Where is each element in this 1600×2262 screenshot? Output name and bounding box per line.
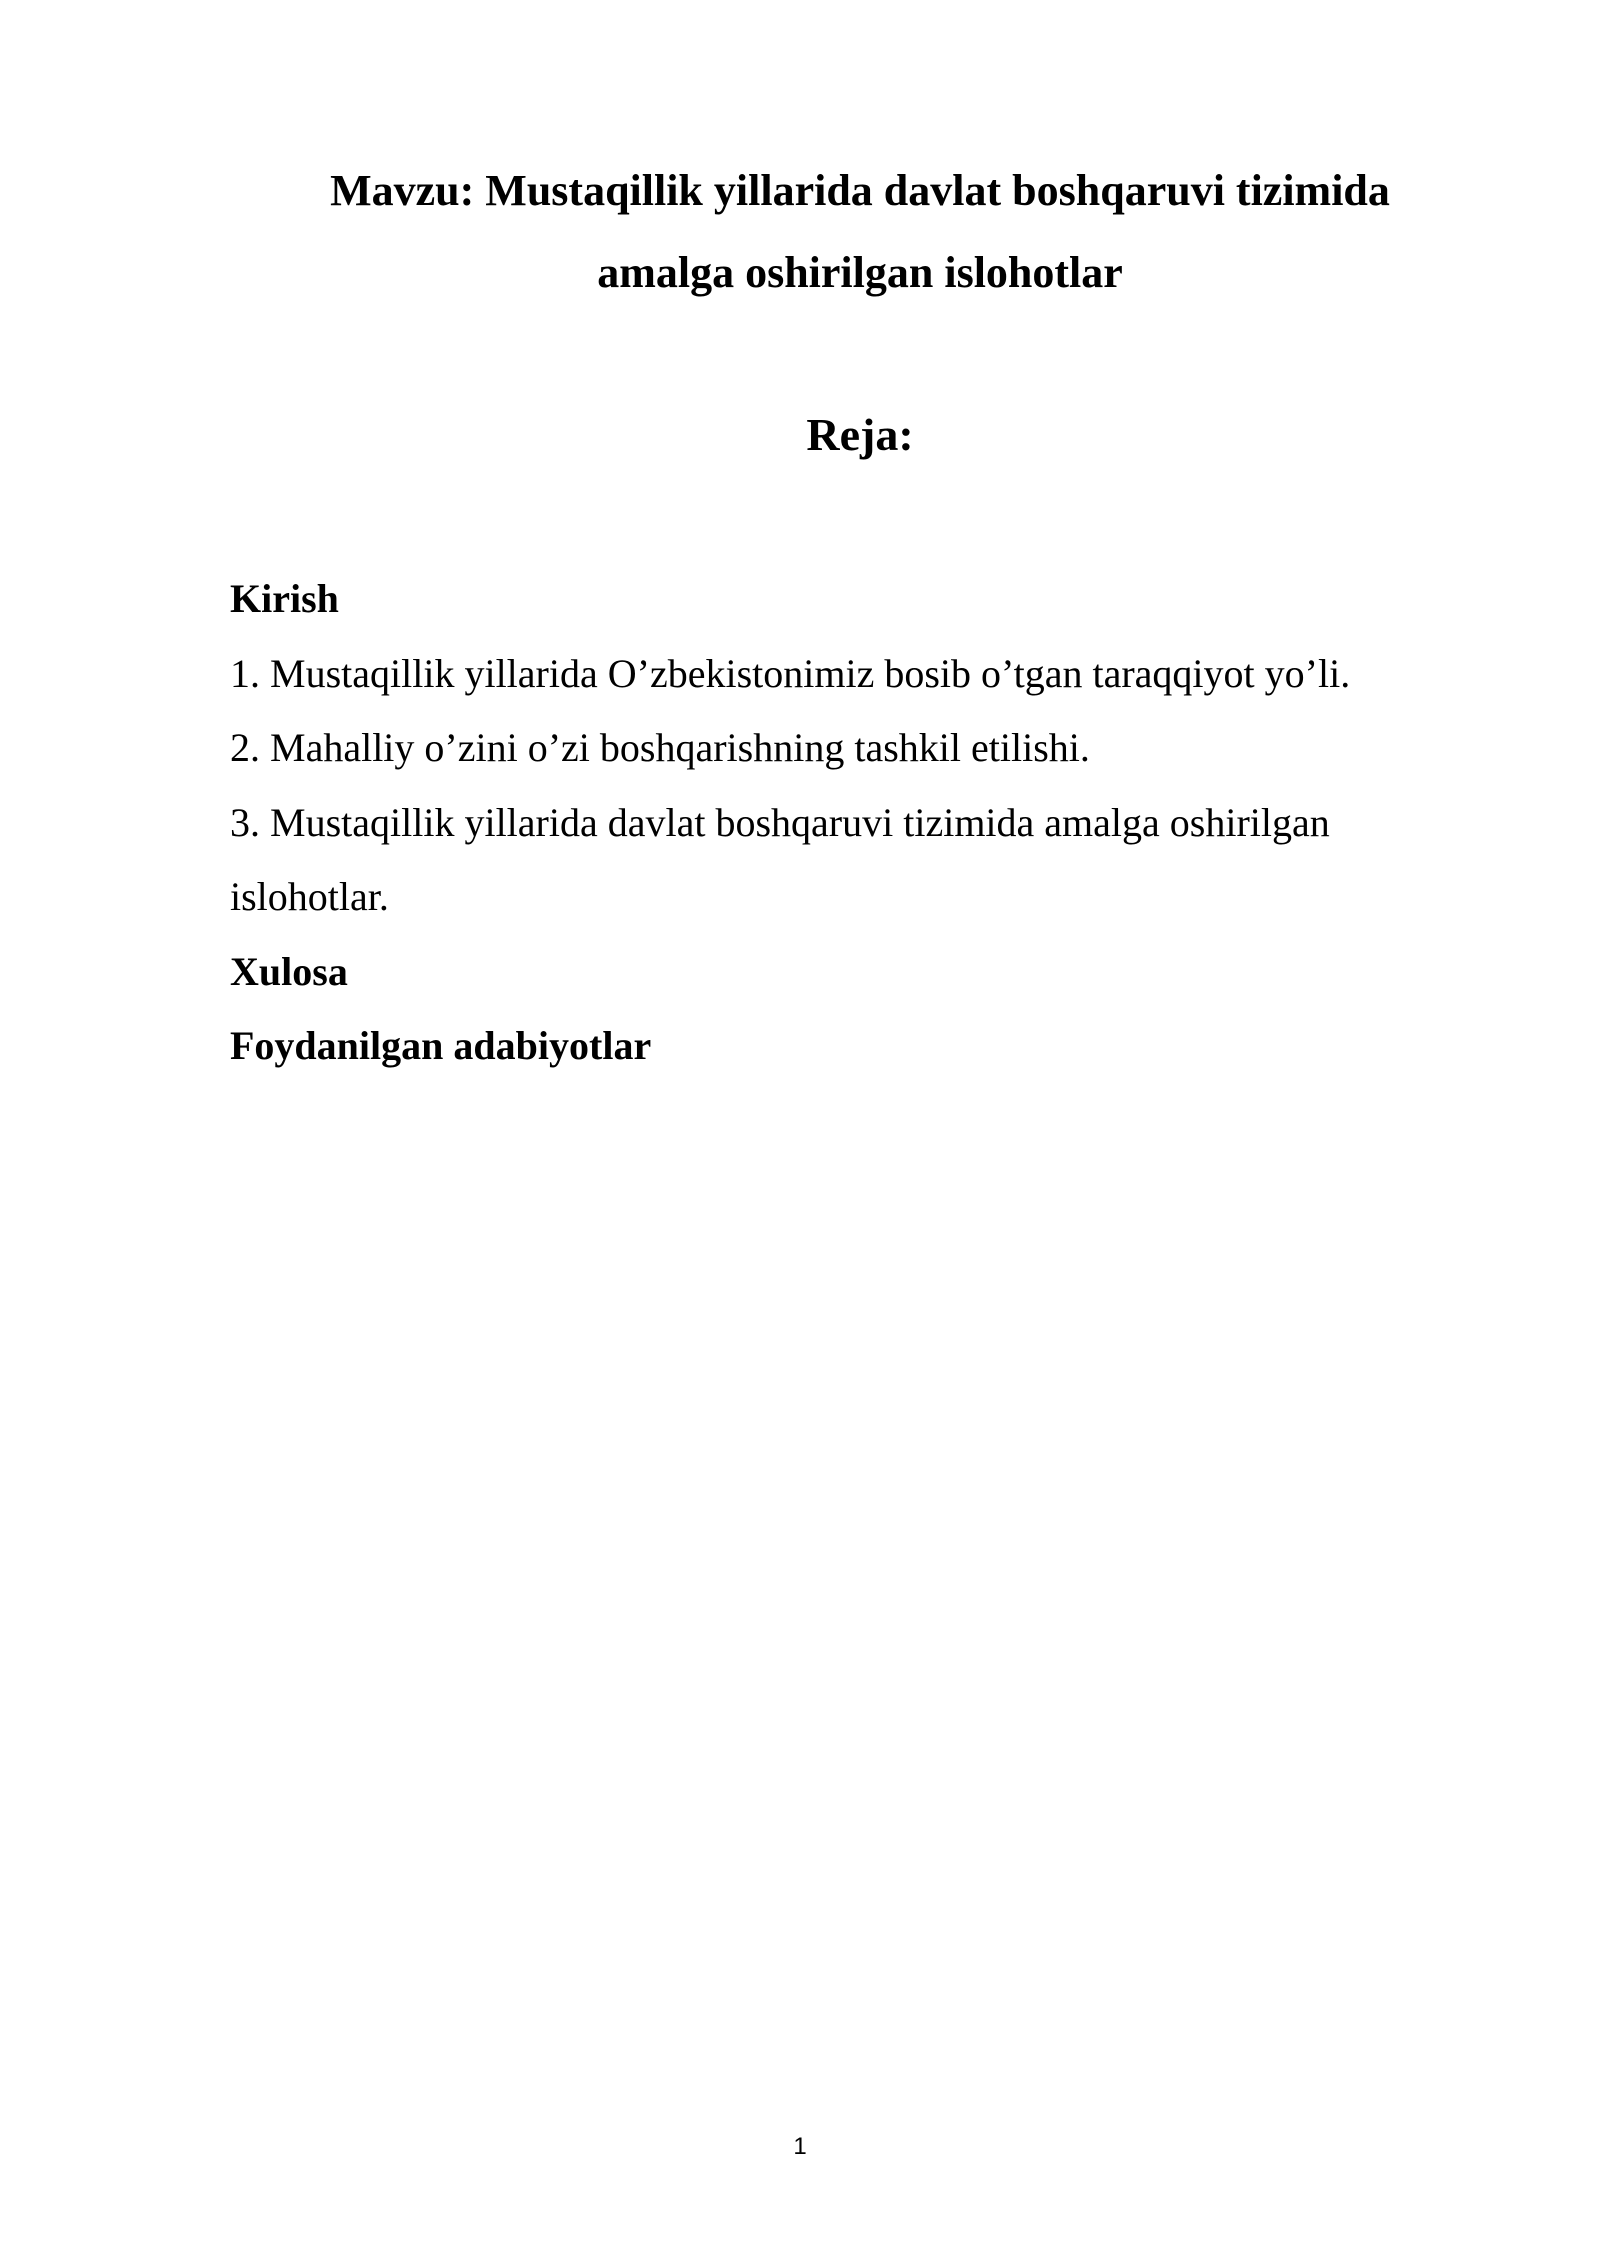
plan-heading: Reja: <box>806 409 914 460</box>
plan-item-3-line-2: islohotlar. <box>230 874 389 919</box>
plan-item-3-line-1: 3. Mustaqillik yillarida davlat boshqaruvi tizimida amalga oshirilgan <box>230 799 1330 845</box>
document-title-line-2: amalga oshirilgan islohotlar <box>597 248 1123 297</box>
plan-item-references: Foydanilgan adabiyotlar <box>230 1023 652 1068</box>
plan-item-2: 2. Mahalliy o’zini o’zi boshqarishning tashkil etilishi. <box>230 725 1090 770</box>
plan-item-intro: Kirish <box>230 576 339 621</box>
page-number: 1 <box>793 2133 807 2160</box>
document-title <box>230 150 1490 314</box>
plan-item-1: 1. Mustaqillik yillarida O’zbekistonimiz bosib o’tgan taraqqiyot yo’li. <box>230 650 1351 696</box>
document-title-line-1: Mavzu: Mustaqillik yillarida davlat boshqaruvi tizimida <box>330 166 1390 215</box>
plan-item-conclusion: Xulosa <box>230 948 348 994</box>
plan-list <box>230 562 1490 1084</box>
